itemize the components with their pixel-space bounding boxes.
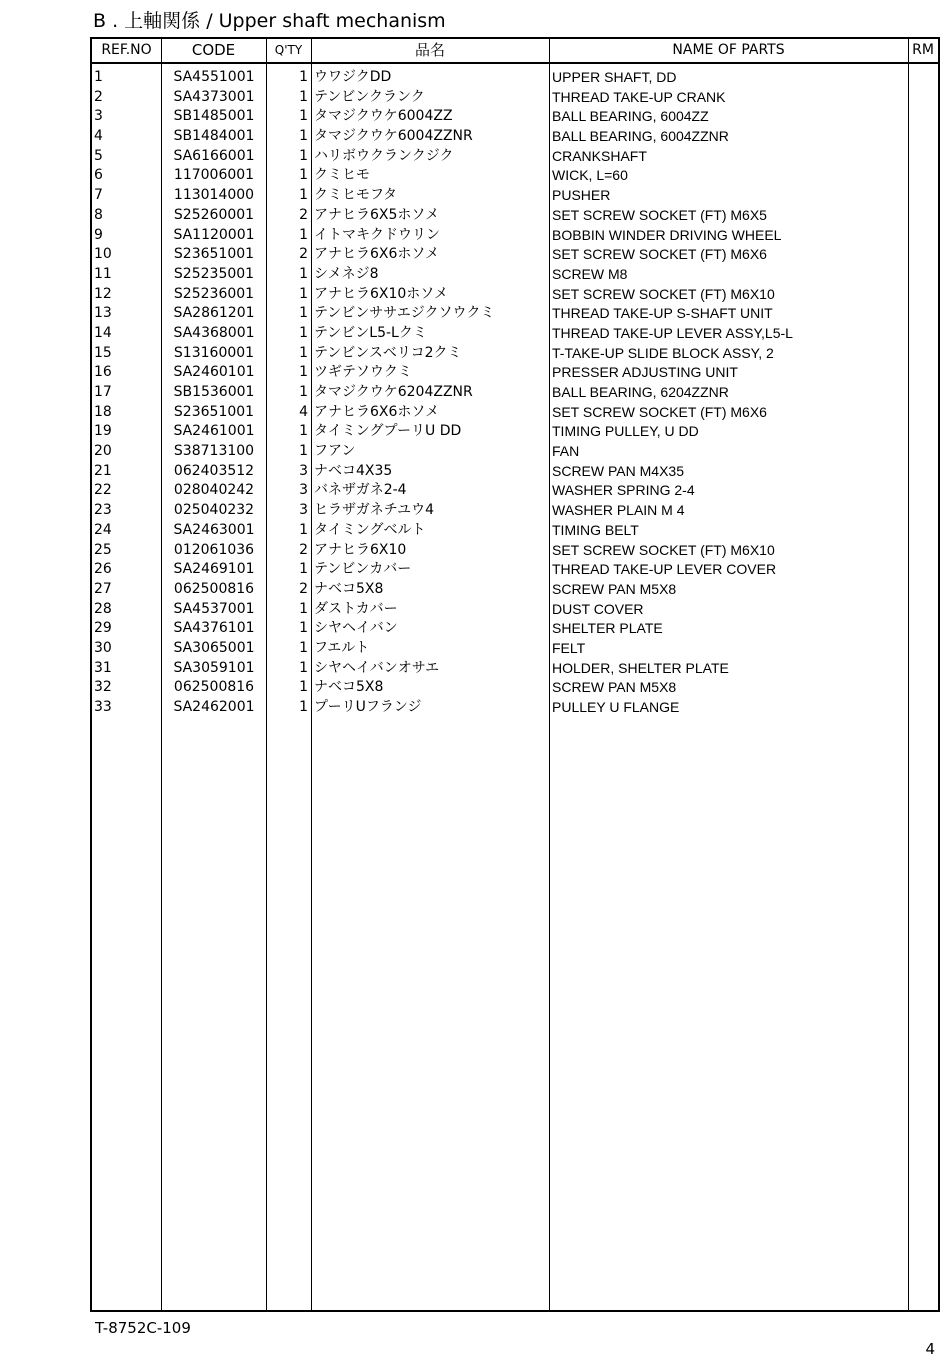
- qty-cell: 1: [299, 187, 308, 204]
- qty-cell: 3: [299, 462, 308, 479]
- ref-no-cell: 10: [94, 246, 112, 263]
- japanese-name-cell: アナヒラ6X10ホソメ: [314, 285, 449, 302]
- qty-cell: 1: [299, 324, 308, 341]
- code-cell: SA2462001: [173, 699, 255, 715]
- code-cell: S13160001: [173, 344, 255, 361]
- ref-no-cell: 18: [94, 403, 112, 420]
- qty-cell: 2: [299, 541, 308, 558]
- qty-cell: 1: [299, 344, 308, 361]
- code-cell: SA6166001: [173, 147, 255, 164]
- part-name-cell: FAN: [552, 443, 580, 460]
- japanese-name-cell: タマジクウケ6004ZZNR: [314, 128, 473, 145]
- ref-no-cell: 4: [94, 128, 103, 145]
- header-remarks: RM: [912, 42, 934, 58]
- header-code: CODE: [191, 41, 236, 59]
- ref-no-cell: 3: [94, 108, 103, 125]
- table-row: [92, 659, 938, 679]
- part-name-cell: PULLEY U FLANGE: [552, 699, 680, 715]
- qty-cell: 1: [299, 88, 308, 105]
- ref-no-cell: 25: [94, 541, 112, 558]
- code-cell: SA2461001: [173, 423, 255, 440]
- part-name-cell: PRESSER ADJUSTING UNIT: [552, 364, 738, 381]
- part-name-cell: THREAD TAKE-UP S-SHAFT UNIT: [552, 305, 773, 322]
- japanese-name-cell: ウワジクDD: [314, 69, 392, 85]
- japanese-name-cell: イトマキクドウリン: [314, 226, 440, 243]
- part-name-cell: BALL BEARING, 6004ZZNR: [552, 128, 729, 145]
- ref-no-cell: 9: [94, 226, 103, 243]
- table-row: [92, 363, 938, 383]
- japanese-name-cell: ツギテソウクミ: [314, 364, 412, 381]
- qty-cell: 1: [299, 226, 308, 243]
- table-row: [92, 541, 938, 561]
- ref-no-cell: 30: [94, 639, 112, 656]
- part-name-cell: BOBBIN WINDER DRIVING WHEEL: [552, 226, 782, 243]
- table-row: [92, 698, 938, 718]
- ref-no-cell: 21: [94, 462, 112, 479]
- japanese-name-cell: テンビンササエジクソウクミ: [314, 305, 495, 322]
- table-row: [92, 166, 938, 186]
- part-name-cell: SET SCREW SOCKET (FT) M6X5: [552, 206, 767, 223]
- qty-cell: 1: [299, 659, 308, 676]
- qty-cell: 1: [299, 679, 308, 696]
- table-row: [92, 304, 938, 324]
- part-name-cell: FELT: [552, 639, 586, 656]
- qty-cell: 1: [299, 443, 308, 460]
- code-cell: SA2861201: [173, 305, 255, 322]
- part-name-cell: SCREW PAN M5X8: [552, 679, 677, 696]
- part-name-cell: T-TAKE-UP SLIDE BLOCK ASSY, 2: [552, 344, 774, 361]
- ref-no-cell: 12: [94, 285, 112, 302]
- part-name-cell: SCREW M8: [552, 265, 628, 282]
- part-name-cell: BALL BEARING, 6204ZZNR: [552, 384, 729, 400]
- ref-no-cell: 6: [94, 167, 103, 184]
- code-cell: 012061036: [173, 541, 255, 558]
- ref-no-cell: 28: [94, 600, 112, 617]
- qty-cell: 2: [299, 206, 308, 223]
- code-cell: SB1485001: [173, 108, 255, 125]
- japanese-name-cell: シメネジ8: [314, 265, 379, 282]
- part-name-cell: SCREW PAN M5X8: [552, 580, 677, 597]
- ref-no-cell: 11: [94, 265, 112, 282]
- code-cell: SA4551001: [173, 69, 255, 85]
- code-cell: SA4373001: [173, 88, 255, 105]
- part-name-cell: WICK, L=60: [552, 167, 628, 184]
- ref-no-cell: 15: [94, 344, 112, 361]
- page-number: 4: [925, 1340, 935, 1358]
- part-name-cell: TIMING BELT: [552, 521, 639, 538]
- ref-no-cell: 27: [94, 580, 112, 597]
- table-row: [92, 344, 938, 364]
- code-cell: S25260001: [173, 206, 255, 223]
- table-row: [92, 186, 938, 206]
- code-cell: 062500816: [173, 580, 255, 597]
- qty-cell: 3: [299, 502, 308, 519]
- code-cell: 025040232: [173, 502, 255, 519]
- japanese-name-cell: アナヒラ6X5ホソメ: [314, 206, 440, 223]
- table-row: [92, 245, 938, 265]
- qty-cell: 2: [299, 580, 308, 597]
- part-name-cell: THREAD TAKE-UP LEVER COVER: [552, 561, 777, 578]
- table-row: [92, 580, 938, 600]
- ref-no-cell: 13: [94, 305, 112, 322]
- part-name-cell: THREAD TAKE-UP CRANK: [552, 88, 726, 105]
- qty-cell: 1: [299, 69, 308, 85]
- code-cell: SA2469101: [173, 561, 255, 578]
- ref-no-cell: 19: [94, 423, 112, 440]
- ref-no-cell: 5: [94, 147, 103, 164]
- code-cell: SA3065001: [173, 639, 255, 656]
- table-row: [92, 619, 938, 639]
- ref-no-cell: 33: [94, 699, 112, 715]
- table-row: [92, 501, 938, 521]
- japanese-name-cell: バネザガネ2-4: [314, 482, 407, 499]
- code-cell: S23651001: [173, 403, 255, 420]
- part-name-cell: UPPER SHAFT, DD: [552, 69, 677, 85]
- ref-no-cell: 8: [94, 206, 103, 223]
- qty-cell: 1: [299, 128, 308, 145]
- qty-cell: 1: [299, 384, 308, 400]
- japanese-name-cell: タイミングプーリU DD: [314, 423, 462, 440]
- table-row: [92, 226, 938, 246]
- part-name-cell: CRANKSHAFT: [552, 147, 647, 164]
- code-cell: 113014000: [173, 187, 255, 204]
- code-cell: SB1484001: [173, 128, 255, 145]
- ref-no-cell: 20: [94, 443, 112, 460]
- japanese-name-cell: ダストカバー: [314, 600, 398, 617]
- ref-no-cell: 2: [94, 88, 103, 105]
- parts-table: [90, 37, 940, 1312]
- qty-cell: 1: [299, 285, 308, 302]
- qty-cell: 2: [299, 246, 308, 263]
- japanese-name-cell: プーリUフランジ: [314, 699, 422, 715]
- part-name-cell: SET SCREW SOCKET (FT) M6X10: [552, 285, 775, 302]
- qty-cell: 1: [299, 147, 308, 164]
- japanese-name-cell: アナヒラ6X10: [314, 541, 407, 558]
- code-cell: SB1536001: [173, 384, 255, 400]
- ref-no-cell: 32: [94, 679, 112, 696]
- code-cell: 117006001: [173, 167, 255, 184]
- code-cell: SA2460101: [173, 364, 255, 381]
- japanese-name-cell: ナベコ4X35: [314, 462, 393, 479]
- qty-cell: 4: [299, 403, 308, 420]
- table-row: [92, 422, 938, 442]
- table-row: [92, 560, 938, 580]
- japanese-name-cell: ハリボウクランクジク: [314, 147, 454, 164]
- document-code: T-8752C-109: [95, 1319, 191, 1337]
- japanese-name-cell: ナベコ5X8: [314, 580, 384, 597]
- part-name-cell: SET SCREW SOCKET (FT) M6X6: [552, 246, 767, 263]
- table-row: [92, 442, 938, 462]
- japanese-name-cell: アナヒラ6X6ホソメ: [314, 403, 440, 420]
- code-cell: 062403512: [173, 462, 255, 479]
- part-name-cell: PUSHER: [552, 187, 611, 204]
- code-cell: SA2463001: [173, 521, 255, 538]
- table-row: [92, 324, 938, 344]
- part-name-cell: THREAD TAKE-UP LEVER ASSY,L5-L: [552, 324, 793, 341]
- table-row: [92, 206, 938, 226]
- japanese-name-cell: テンビンL5-Lクミ: [314, 324, 427, 341]
- qty-cell: 1: [299, 108, 308, 125]
- table-row: [92, 481, 938, 501]
- ref-no-cell: 26: [94, 561, 112, 578]
- table-row: [92, 285, 938, 305]
- qty-cell: 1: [299, 521, 308, 538]
- japanese-name-cell: テンビンスベリコ2クミ: [314, 344, 462, 361]
- japanese-name-cell: テンビンクランク: [314, 88, 425, 105]
- table-row: [92, 678, 938, 698]
- ref-no-cell: 23: [94, 502, 112, 519]
- ref-no-cell: 1: [94, 69, 103, 85]
- qty-cell: 1: [299, 167, 308, 184]
- part-name-cell: TIMING PULLEY, U DD: [552, 423, 699, 440]
- japanese-name-cell: クミヒモ: [314, 167, 370, 184]
- code-cell: SA1120001: [173, 226, 255, 243]
- japanese-name-cell: タマジクウケ6204ZZNR: [314, 384, 473, 400]
- table-row: [92, 600, 938, 620]
- code-cell: 028040242: [173, 482, 255, 499]
- code-cell: SA4368001: [173, 324, 255, 341]
- part-name-cell: DUST COVER: [552, 600, 644, 617]
- japanese-name-cell: シヤヘイバン: [314, 620, 398, 637]
- qty-cell: 3: [299, 482, 308, 499]
- code-cell: SA4537001: [173, 600, 255, 617]
- table-row: [92, 403, 938, 423]
- code-cell: S23651001: [173, 246, 255, 263]
- part-name-cell: SET SCREW SOCKET (FT) M6X10: [552, 541, 775, 558]
- code-cell: 062500816: [173, 679, 255, 696]
- part-name-cell: WASHER SPRING 2-4: [552, 482, 695, 499]
- qty-cell: 1: [299, 620, 308, 637]
- ref-no-cell: 29: [94, 620, 112, 637]
- table-row: [92, 147, 938, 167]
- japanese-name-cell: アナヒラ6X6ホソメ: [314, 246, 440, 263]
- japanese-name-cell: タマジクウケ6004ZZ: [314, 108, 453, 125]
- qty-cell: 1: [299, 699, 308, 715]
- table-row: [92, 127, 938, 147]
- japanese-name-cell: フアン: [314, 443, 356, 460]
- part-name-cell: BALL BEARING, 6004ZZ: [552, 108, 709, 125]
- japanese-name-cell: フエルト: [314, 639, 370, 656]
- qty-cell: 1: [299, 364, 308, 381]
- ref-no-cell: 7: [94, 187, 103, 204]
- header-qty: Q'TY: [274, 43, 303, 57]
- qty-cell: 1: [299, 305, 308, 322]
- part-name-cell: HOLDER, SHELTER PLATE: [552, 659, 729, 676]
- japanese-name-cell: テンビンカバー: [314, 561, 412, 578]
- header-divider: [92, 62, 938, 64]
- table-body: [92, 68, 938, 718]
- japanese-name-cell: タイミングベルト: [314, 521, 426, 538]
- qty-cell: 1: [299, 600, 308, 617]
- table-row: [92, 107, 938, 127]
- page-title: B . 上軸関係 / Upper shaft mechanism: [93, 10, 446, 32]
- header-name-of-parts: NAME OF PARTS: [672, 42, 785, 58]
- table-row: [92, 383, 938, 403]
- ref-no-cell: 14: [94, 324, 112, 341]
- ref-no-cell: 24: [94, 521, 112, 538]
- table-row: [92, 639, 938, 659]
- part-name-cell: WASHER PLAIN M 4: [552, 502, 685, 519]
- qty-cell: 1: [299, 265, 308, 282]
- japanese-name-cell: ナベコ5X8: [314, 679, 384, 696]
- header-japanese-name: 品名: [414, 41, 445, 59]
- code-cell: S25236001: [173, 285, 255, 302]
- qty-cell: 1: [299, 639, 308, 656]
- part-name-cell: SET SCREW SOCKET (FT) M6X6: [552, 403, 767, 420]
- qty-cell: 1: [299, 561, 308, 578]
- part-name-cell: SHELTER PLATE: [552, 620, 663, 637]
- part-name-cell: SCREW PAN M4X35: [552, 462, 684, 479]
- table-row: [92, 68, 938, 88]
- table-row: [92, 462, 938, 482]
- qty-cell: 1: [299, 423, 308, 440]
- header-ref-no: REF.NO: [101, 42, 152, 58]
- table-row: [92, 521, 938, 541]
- japanese-name-cell: ヒラザガネチユウ4: [314, 502, 435, 519]
- code-cell: S38713100: [173, 443, 255, 460]
- japanese-name-cell: シヤヘイバンオサエ: [314, 659, 440, 676]
- japanese-name-cell: クミヒモフタ: [314, 187, 398, 204]
- code-cell: SA3059101: [173, 659, 255, 676]
- table-row: [92, 265, 938, 285]
- ref-no-cell: 22: [94, 482, 112, 499]
- code-cell: SA4376101: [173, 620, 255, 637]
- ref-no-cell: 17: [94, 384, 112, 400]
- code-cell: S25235001: [173, 265, 255, 282]
- ref-no-cell: 31: [94, 659, 112, 676]
- ref-no-cell: 16: [94, 364, 112, 381]
- table-row: [92, 88, 938, 108]
